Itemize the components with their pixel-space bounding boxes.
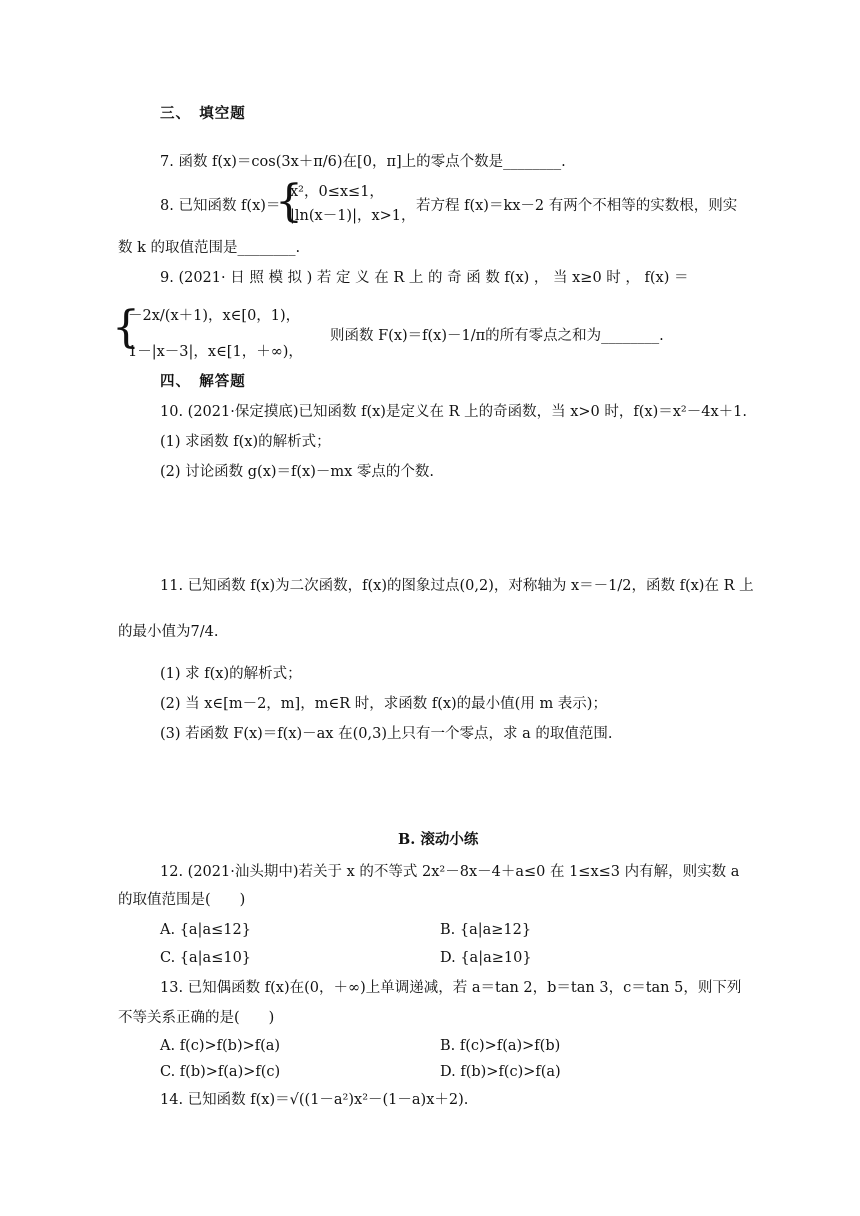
question-10-stem: 10. (2021·保定摸底)已知函数 f(x)是定义在 R 上的奇函数，当 x>0 时，f(x)＝x²－4x＋1. [160, 404, 747, 420]
question-8-tail: 若方程 f(x)＝kx－2 有两个不相等的实数根，则实 [416, 198, 738, 214]
question-14: 14. 已知函数 f(x)＝√((1－a²)x²－(1－a)x＋2). [160, 1092, 469, 1108]
question-8-lead: 8. 已知函数 f(x)＝ [160, 198, 281, 214]
question-12-option-d[interactable]: D. {a|a≥10} [440, 950, 532, 966]
question-9-tail: 则函数 F(x)＝f(x)－1/π的所有零点之和为________. [330, 328, 664, 344]
question-9-line-1: 9. (2021· 日 照 模 拟 ) 若 定 义 在 R 上 的 奇 函 数 f(x) ， 当 x≥0 时 ， f(x) ＝ [160, 270, 689, 286]
question-13-option-c[interactable]: C. f(b)>f(a)>f(c) [160, 1064, 281, 1080]
question-8-case-1: x²，0≤x≤1， [290, 184, 384, 200]
question-11-part-1: (1) 求 f(x)的解析式； [160, 666, 302, 682]
question-13-option-a[interactable]: A. f(c)>f(b)>f(a) [160, 1038, 281, 1054]
question-11-part-3: (3) 若函数 F(x)＝f(x)－ax 在(0,3)上只有一个零点，求 a 的取值范围. [160, 726, 613, 742]
question-10-part-2: (2) 讨论函数 g(x)＝f(x)－mx 零点的个数. [160, 464, 435, 480]
question-12-option-b[interactable]: B. {a|a≥12} [440, 922, 532, 938]
question-12-option-a[interactable]: A. {a|a≤12} [160, 922, 251, 938]
question-8-line-2: 数 k 的取值范围是________. [118, 240, 301, 256]
question-11-part-2: (2) 当 x∈[m－2，m]，m∈R 时，求函数 f(x)的最小值(用 m 表示)； [160, 696, 607, 712]
question-13-option-d[interactable]: D. f(b)>f(c)>f(a) [440, 1064, 561, 1080]
piecewise-brace: { [275, 176, 303, 227]
question-12-line-1: 12. (2021·汕头期中)若关于 x 的不等式 2x²－8x－4＋a≤0 在 1≤x≤3 内有解，则实数 a [160, 864, 740, 880]
question-11-stem: 11. 已知函数 f(x)为二次函数，f(x)的图象过点(0,2)，对称轴为 x＝－1/2，函数 f(x)在 R 上 [160, 578, 754, 594]
question-9-case-1: －2x/(x＋1)，x∈[0，1)， [128, 308, 301, 324]
question-11-stem-2: 的最小值为7/4. [118, 624, 219, 640]
question-10-part-1: (1) 求函数 f(x)的解析式； [160, 434, 331, 450]
question-13-line-2: 不等关系正确的是( ) [118, 1010, 275, 1026]
question-7: 7. 函数 f(x)＝cos(3x＋π/6)在[0，π]上的零点个数是________. [160, 154, 566, 170]
question-8-case-2: |ln(x－1)|，x>1， [290, 208, 416, 224]
question-12-line-2: 的取值范围是( ) [118, 892, 246, 908]
question-9-case-2: 1－|x－3|，x∈[1，＋∞)， [128, 344, 303, 360]
section-4-title: 四、 解答题 [160, 373, 246, 390]
section-b-title: B. 滚动小练 [398, 831, 479, 848]
piecewise-brace: { [112, 302, 140, 353]
question-12-option-c[interactable]: C. {a|a≤10} [160, 950, 252, 966]
question-13-option-b[interactable]: B. f(c)>f(a)>f(b) [440, 1038, 561, 1054]
section-3-title: 三、 填空题 [160, 105, 246, 122]
question-13-line-1: 13. 已知偶函数 f(x)在(0，＋∞)上单调递减，若 a＝tan 2，b＝tan 3，c＝tan 5，则下列 [160, 980, 742, 996]
